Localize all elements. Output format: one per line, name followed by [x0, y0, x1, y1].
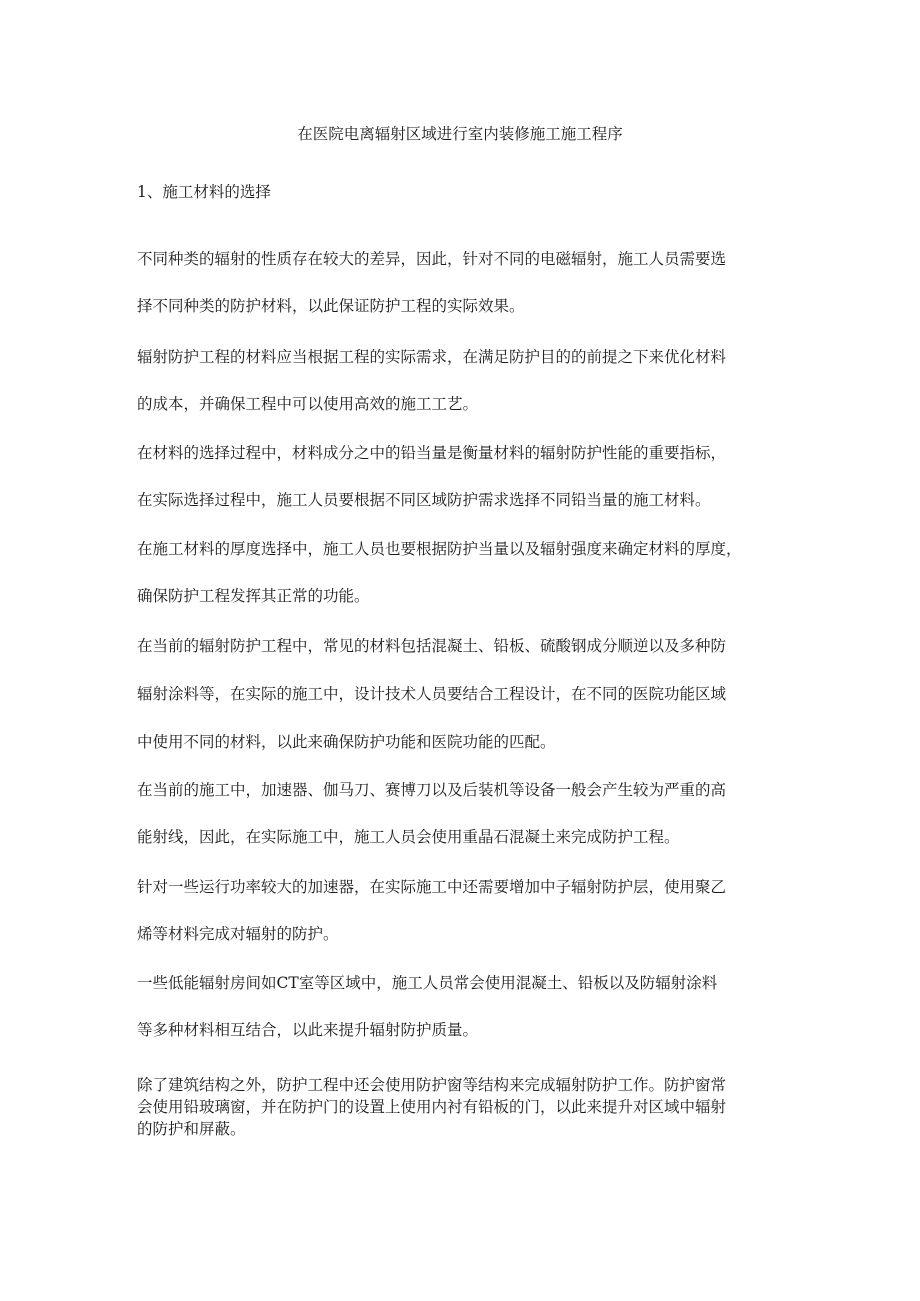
body-line: 在当前的施工中，加速器、伽马刀、赛博刀以及后装机等设备一般会产生较为严重的高 — [137, 781, 727, 799]
body-line: 在材料的选择过程中，材料成分之中的铅当量是衡量材料的辐射防护性能的重要指标， — [137, 444, 727, 462]
body-line: 烯等材料完成对辐射的防护。 — [137, 925, 339, 943]
body-line: 一些低能辐射房间如CT室等区域中，施工人员常会使用混凝土、铅板以及防辐射涂料 — [137, 974, 718, 992]
body-line: 在当前的辐射防护工程中，常见的材料包括混凝土、铅板、硫酸钢成分顺逆以及多种防 — [137, 637, 727, 655]
section-heading: 1、施工材料的选择 — [137, 183, 271, 201]
body-line: 择不同种类的防护材料，以此保证防护工程的实际效果。 — [137, 297, 525, 315]
paragraph-line: 的防护和屏蔽。 — [137, 1120, 246, 1138]
paragraph-line: 会使用铅玻璃窗，并在防护门的设置上使用内衬有铅板的门，以此来提升对区域中辐射 — [137, 1098, 727, 1116]
body-line: 在施工材料的厚度选择中，施工人员也要根据防护当量以及辐射强度来确定材料的厚度， — [137, 540, 742, 558]
closing-paragraph — [137, 1074, 785, 1140]
paragraph-line: 除了建筑结构之外，防护工程中还会使用防护窗等结构来完成辐射防护工作。防护窗常 — [137, 1076, 727, 1094]
body-line: 确保防护工程发挥其正常的功能。 — [137, 587, 370, 605]
body-line: 在实际选择过程中，施工人员要根据不同区域防护需求选择不同铅当量的施工材料。 — [137, 491, 711, 509]
body-line: 辐射防护工程的材料应当根据工程的实际需求，在满足防护目的的前提之下来优化材料 — [137, 348, 727, 366]
body-line: 中使用不同的材料，以此来确保防护功能和医院功能的匹配。 — [137, 733, 556, 751]
body-line: 辐射涂料等，在实际的施工中，设计技术人员要结合工程设计，在不同的医院功能区域 — [137, 685, 727, 703]
body-line: 不同种类的辐射的性质存在较大的差异，因此，针对不同的电磁辐射，施工人员需要选 — [137, 250, 727, 268]
body-line: 等多种材料相互结合，以此来提升辐射防护质量。 — [137, 1021, 479, 1039]
body-line: 的成本，并确保工程中可以使用高效的施工工艺。 — [137, 395, 479, 413]
document-title: 在医院电离辐射区域进行室内装修施工施工程序 — [297, 125, 623, 143]
body-line: 能射线，因此，在实际施工中，施工人员会使用重晶石混凝土来完成防护工程。 — [137, 828, 680, 846]
body-line: 针对一些运行功率较大的加速器，在实际施工中还需要增加中子辐射防护层，使用聚乙 — [137, 878, 727, 896]
